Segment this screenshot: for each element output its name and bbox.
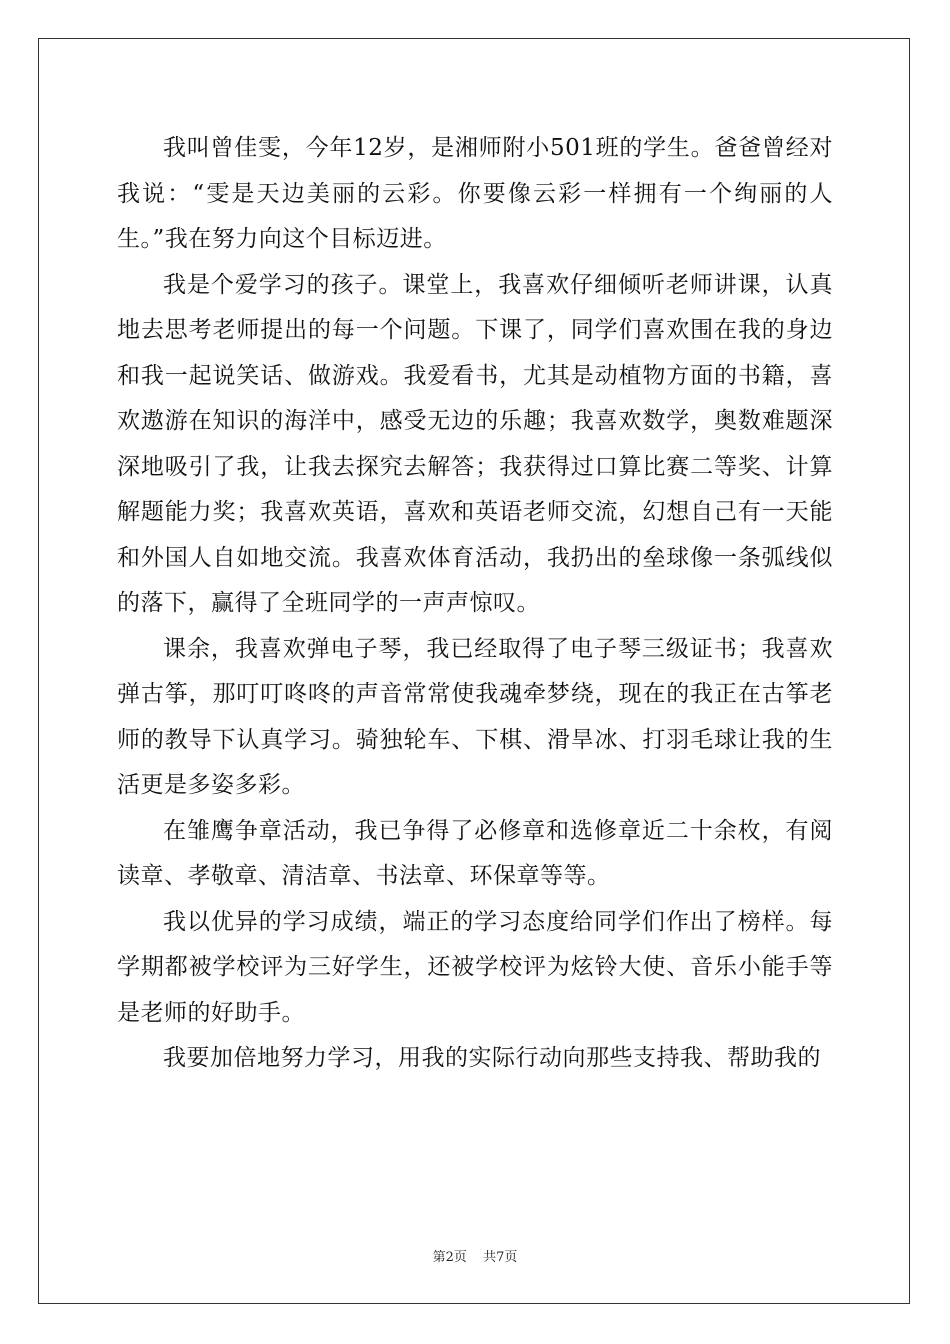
paragraph-2: 我是个爱学习的孩子。课堂上，我喜欢仔细倾听老师讲课，认真地去思考老师提出的每一个问题。下课了，同学们喜欢围在我的身边和我一起说笑话、做游戏。我爱看书，尤其是动植物方面的书籍，喜欢遨游在知识的海洋中，感受无边的乐趣；我喜欢数学，奥数难题深深地吸引了我，让我去探究去解答；我获得过口算比赛二等奖、计算解题能力奖；我喜欢英语，喜欢和英语老师交流，幻想自己有一天能和外国人自如地交流。我喜欢体育活动，我扔出的垒球像一条弧线似的落下，赢得了全班同学的一声声惊叹。 bbox=[117, 271, 833, 616]
page-number: 第2页 bbox=[432, 1250, 467, 1265]
paragraph-5: 我以优异的学习成绩，端正的学习态度给同学们作出了榜样。每学期都被学校评为三好学生，还被学校评为炫铃大使、音乐小能手等是老师的好助手。 bbox=[117, 908, 833, 1026]
page-footer bbox=[0, 1246, 950, 1265]
paragraph-3: 课余，我喜欢弹电子琴，我已经取得了电子琴三级证书；我喜欢弹古筝，那叮叮咚咚的声音常常使我魂牵梦绕，现在的我正在古筝老师的教导下认真学习。骑独轮车、下棋、滑旱冰、打羽毛球让我的生活更是多姿多彩。 bbox=[117, 635, 833, 798]
document-body bbox=[117, 126, 833, 1082]
paragraph-1: 我叫曾佳雯，今年12岁，是湘师附小501班的学生。爸爸曾经对我说：“雯是天边美丽的云彩。你要像云彩一样拥有一个绚丽的人生。”我在努力向这个目标迈进。 bbox=[117, 135, 833, 252]
total-pages: 共7页 bbox=[483, 1250, 518, 1265]
paragraph-6: 我要加倍地努力学习，用我的实际行动向那些支持我、帮助我的 bbox=[163, 1045, 821, 1071]
paragraph-4: 在雏鹰争章活动，我已争得了必修章和选修章近二十余枚，有阅读章、孝敬章、清洁章、书法章、环保章等等。 bbox=[117, 817, 833, 889]
